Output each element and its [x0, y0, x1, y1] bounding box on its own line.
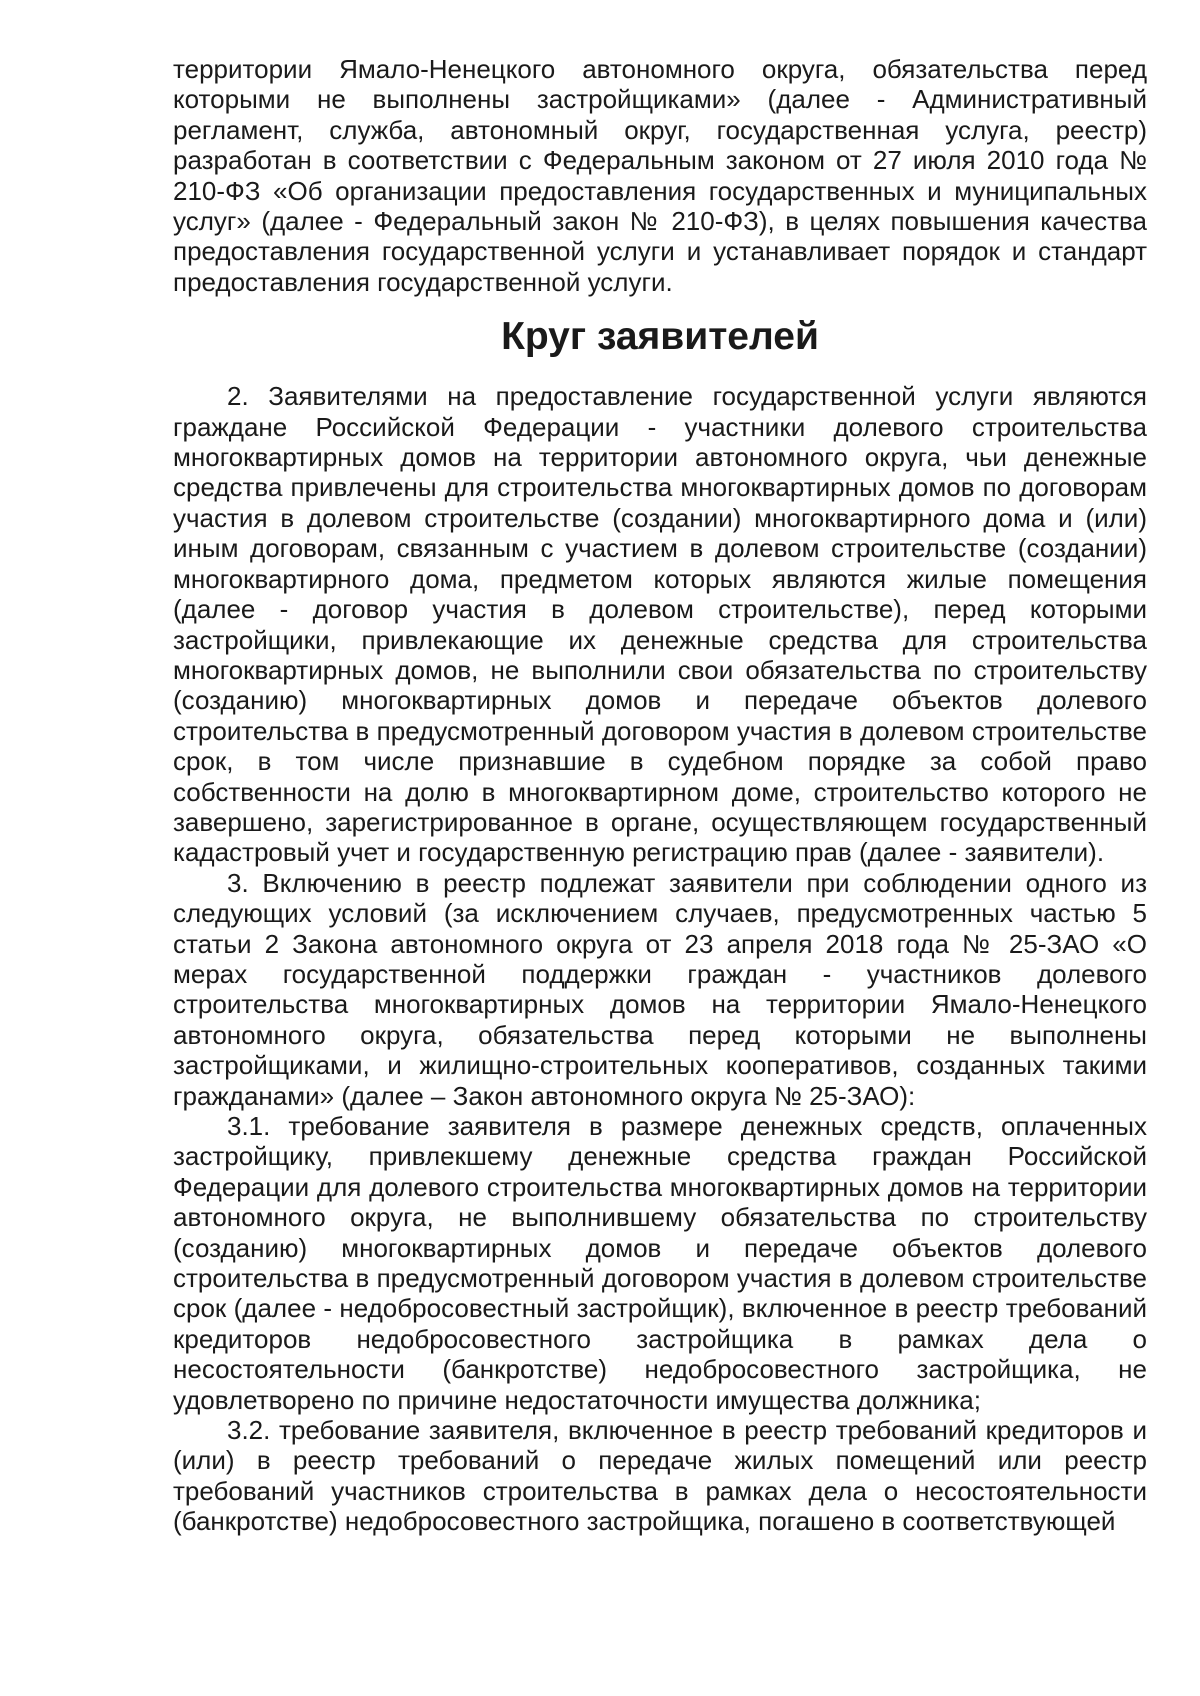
intro-paragraph: территории Ямало-Ненецкого автономного округа, обязательства перед которыми не выполнены застройщиками» (далее - Административный регламент, служба, автономный округ, государственная услуга, реестр) разработан в соответствии с Федеральным законом от 27 июля 2010 года № 210-ФЗ «Об организации предоставления государственных и муниципальных услуг» (далее - Федеральный закон № 210-ФЗ), в целях повышения качества предоставления государственной услуги и устанавливает порядок и стандарт предоставления государственной услуги. [173, 54, 1147, 297]
paragraph-3-registry-conditions: 3. Включению в реестр подлежат заявители при соблюдении одного из следующих условий (за исключением случаев, предусмотренных частью 5 статьи 2 Закона автономного округа от 23 апреля 2018 года № 25-ЗАО «О мерах государственной поддержки граждан - участников долевого строительства многоквартирных домов на территории Ямало-Ненецкого автономного округа, обязательства перед которыми не выполнены застройщиками, и жилищно-строительных кооперативов, созданных такими гражданами» (далее – Закон автономного округа № 25-ЗАО): [173, 867, 1147, 1111]
paragraph-3-1-claim: 3.1. требование заявителя в размере денежных средств, оплаченных застройщику, привлекшему денежные средства граждан Российской Федерации для долевого строительства многоквартирных домов на территории автономного округа, не выполнившему обязательства по строительству (созданию) многоквартирных домов и передаче объектов долевого строительства в предусмотренный договором участия в долевом строительстве срок (далее - недобросовестный застройщик), включенное в реестр требований кредиторов недобросовестного застройщика в рамках дела о несостоятельности (банкротстве) недобросовестного застройщика, не удовлетворено по причине недостаточности имущества должника; [173, 1111, 1147, 1415]
paragraph-2-applicants: 2. Заявителями на предоставление государственной услуги являются граждане Российской Федерации - участники долевого строительства многоквартирных домов на территории автономного округа, чьи денежные средства привлечены для строительства многоквартирных домов по договорам участия в долевом строительстве (создании) многоквартирного дома и (или) иным договорам, связанным с участием в долевом строительстве (создании) многоквартирного дома, предметом которых являются жилые помещения (далее - договор участия в долевом строительстве), перед которыми застройщики, привлекающие их денежные средства для строительства многоквартирных домов, не выполнили свои обязательства по строительству (созданию) многоквартирных домов и передаче объектов долевого строительства в предусмотренный договором участия в долевом строительстве срок, в том числе признавшие в судебном порядке за собой право собственности на долю в многоквартирном доме, строительство которого не завершено, зарегистрированное в органе, осуществляющем государственный кадастровый учет и государственную регистрацию прав (далее - заявители). [173, 381, 1147, 868]
document-page [173, 54, 1147, 1537]
paragraph-3-2-claim: 3.2. требование заявителя, включенное в реестр требований кредиторов и (или) в реестр требований о передаче жилых помещений или реестр требований участников строительства в рамках дела о несостоятельности (банкротстве) недобросовестного застройщика, погашено в соответствующей [173, 1415, 1147, 1537]
section-heading: Круг заявителей [501, 315, 819, 359]
